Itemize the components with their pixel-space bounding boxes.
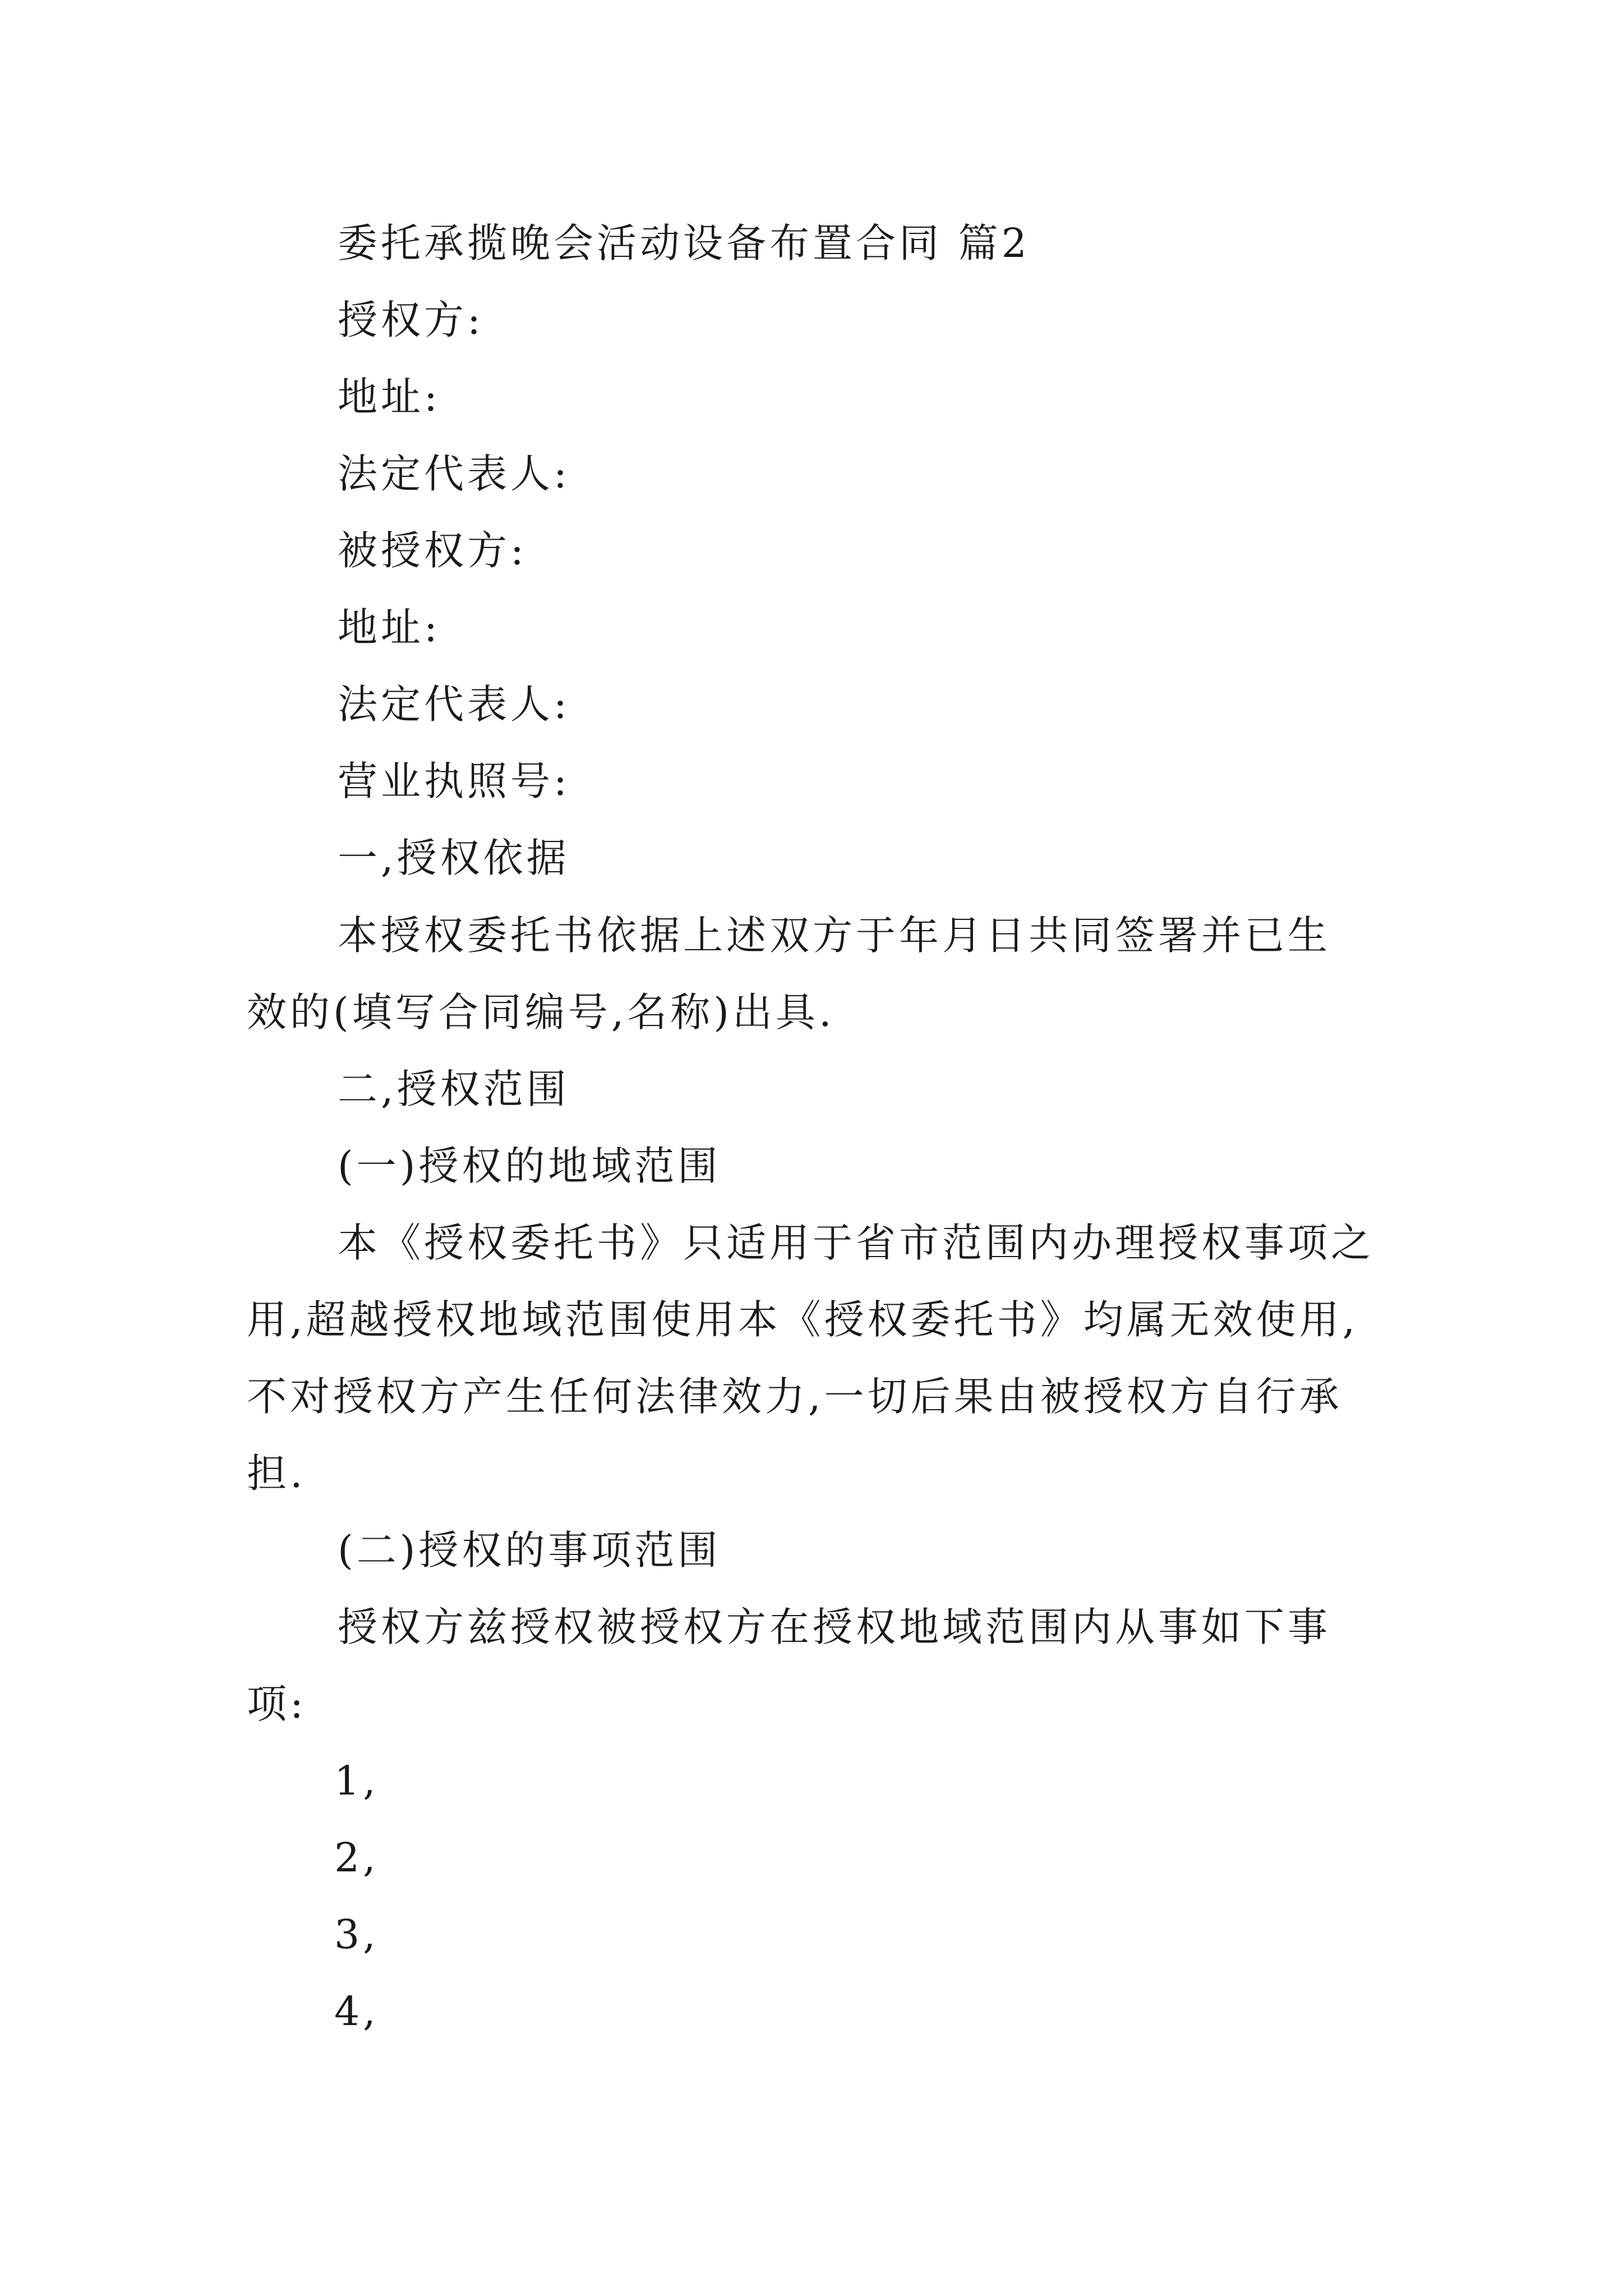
business-license-number: 营业执照号: — [338, 758, 570, 804]
subsection1-paragraph-line: 本《授权委托书》只适用于省市范围内办理授权事项之 — [338, 1220, 1375, 1266]
list-item: 1, — [334, 1757, 379, 1804]
section1-paragraph-line: 效的(填写合同编号,名称)出具. — [247, 989, 835, 1036]
subsection-heading-region: (一)授权的地域范围 — [338, 1143, 721, 1189]
section1-paragraph-line: 本授权委托书依据上述双方于年月日共同签署并已生 — [338, 912, 1331, 959]
party-a-representative: 法定代表人: — [338, 450, 570, 497]
party-a-label: 授权方: — [338, 297, 484, 343]
document-title: 委托承揽晚会活动设备布置合同 篇2 — [338, 220, 1030, 266]
list-item: 2, — [334, 1834, 379, 1881]
subsection-heading-matters: (二)授权的事项范围 — [338, 1527, 721, 1573]
section-heading-basis: 一,授权依据 — [338, 835, 570, 881]
list-item: 4, — [334, 1988, 379, 2035]
party-b-label: 被授权方: — [338, 527, 527, 574]
subsection2-paragraph-line: 项: — [247, 1681, 307, 1727]
subsection1-paragraph-line: 担. — [247, 1450, 306, 1497]
section-heading-scope: 二,授权范围 — [338, 1066, 570, 1112]
subsection2-paragraph-line: 授权方兹授权被授权方在授权地域范围内从事如下事 — [338, 1604, 1331, 1650]
subsection1-paragraph-line: 用,超越授权地域范围使用本《授权委托书》均属无效使用, — [247, 1296, 1359, 1343]
party-b-address: 地址: — [338, 604, 441, 651]
party-b-representative: 法定代表人: — [338, 681, 570, 728]
party-a-address: 地址: — [338, 374, 441, 420]
subsection1-paragraph-line: 不对授权方产生任何法律效力,一切后果由被授权方自行承 — [247, 1373, 1343, 1420]
list-item: 3, — [334, 1911, 379, 1958]
